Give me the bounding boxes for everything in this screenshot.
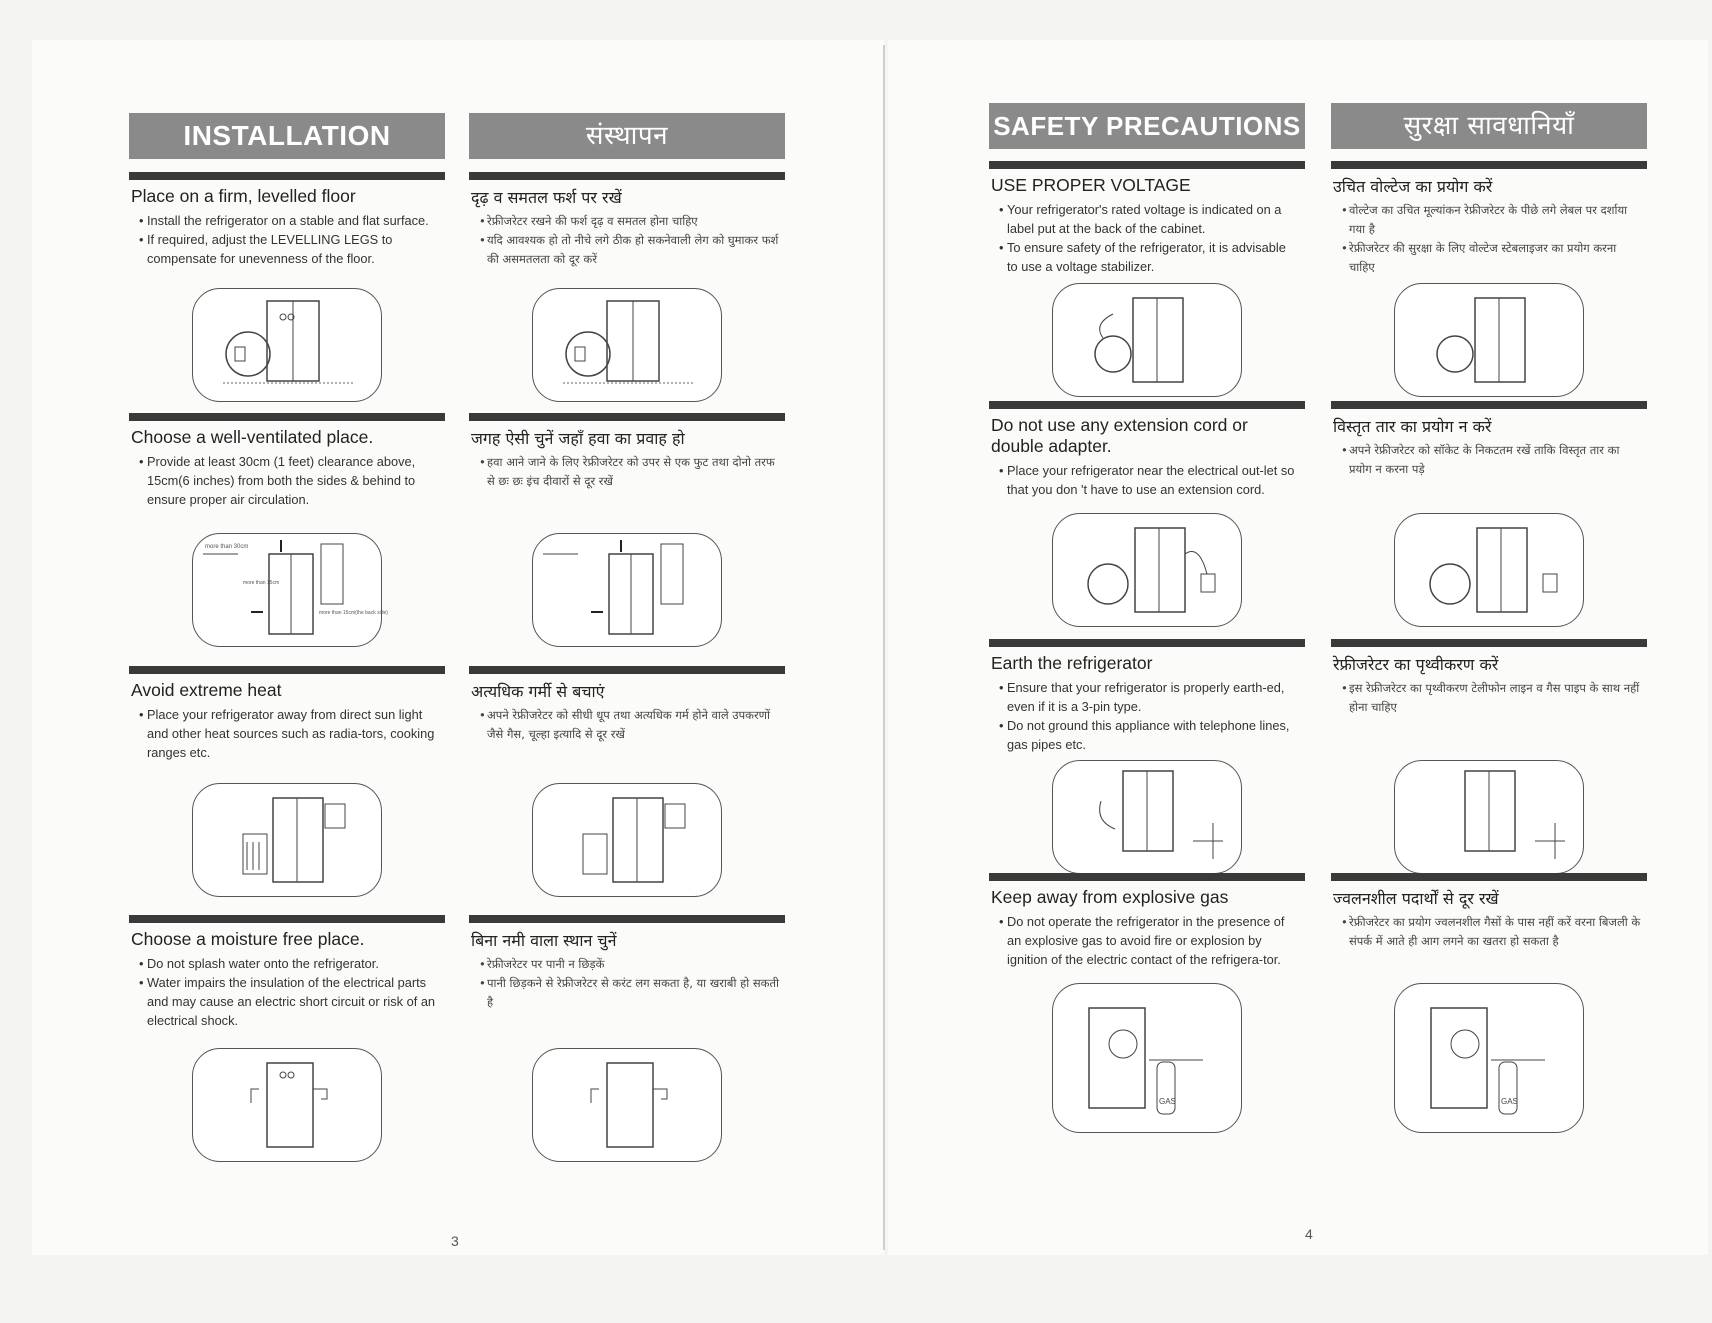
fridge-gas-icon: [1395, 984, 1583, 1132]
section-title: Avoid extreme heat: [131, 680, 282, 700]
installation-header-hindi: संस्थापन: [469, 113, 785, 159]
clearance-side-label: more than 15cm: [243, 580, 280, 586]
fridge-voltage-icon: [1053, 284, 1241, 396]
fridge-water-icon: [533, 1049, 721, 1161]
section-title: उचित वोल्टेज का प्रयोग करें: [1333, 177, 1493, 196]
section-title: अत्यधिक गर्मी से बचाएं: [471, 682, 605, 701]
fridge-outlet-icon: [1395, 514, 1583, 626]
section-title: Do not use any extension cord or double adapter.: [991, 415, 1248, 456]
heat-illustration: [192, 783, 382, 897]
section-moisture: [129, 915, 445, 1030]
earthing-illustration-hindi: [1394, 760, 1584, 874]
bullet-item: • Do not ground this appliance with telephone lines, gas pipes etc.: [999, 716, 1299, 754]
bullet-list: [989, 200, 1305, 276]
moisture-illustration-hindi: [532, 1048, 722, 1162]
fridge-clearance-icon: [533, 534, 721, 646]
bullet-item: • वोल्टेज का उचित मूल्यांकन रेफ्रीजरेटर के पीछे लगे लेबल पर दर्शाया गया है: [1341, 201, 1641, 239]
section-rule: [1331, 161, 1647, 169]
fridge-water-icon: [193, 1049, 381, 1161]
voltage-illustration: [1052, 283, 1242, 397]
section-title: Choose a moisture free place.: [131, 929, 365, 949]
bullet-list: [1331, 679, 1647, 717]
section-earthing: [989, 639, 1305, 754]
bullet-list: [1331, 441, 1647, 479]
bullet-list: [469, 212, 785, 269]
section-rule: [129, 666, 445, 674]
section-earthing-hindi: [1331, 639, 1647, 717]
bullet-item: • रेफ्रीजरेटर रखने की फर्श दृढ़ व समतल होना चाहिए: [479, 212, 779, 231]
page-number: 3: [451, 1233, 459, 1249]
bullet-item: • रेफ्रीजरेटर पर पानी न छिड़कें: [479, 955, 779, 974]
fridge-earth-icon: [1395, 761, 1583, 873]
fridge-levelling-icon: [533, 289, 721, 401]
bullet-item: • इस रेफ्रीजरेटर का पृथ्वीकरण टेलीफोन लाइन व गैस पाइप के साथ नहीं होना चाहिए: [1341, 679, 1641, 717]
bullet-list: [469, 706, 785, 744]
section-rule: [1331, 873, 1647, 881]
bullet-list: [129, 452, 445, 509]
clearance-top-label: more than 30cm: [205, 544, 249, 550]
section-ventilation-hindi: [469, 413, 785, 491]
section-title: Choose a well-ventilated place.: [131, 427, 374, 447]
section-extension-cord-hindi: [1331, 401, 1647, 479]
section-rule: [129, 172, 445, 180]
bullet-list: [989, 678, 1305, 754]
fridge-gas-icon: [1053, 984, 1241, 1132]
section-voltage: [989, 161, 1305, 276]
gas-label: GAS: [1501, 1097, 1518, 1106]
section-explosive-gas-hindi: [1331, 873, 1647, 951]
section-rule: [989, 639, 1305, 647]
bullet-item: • Your refrigerator's rated voltage is indicated on a label put at the back of the cabinet.: [999, 200, 1299, 238]
bullet-item: • Do not splash water onto the refrigerator.: [139, 954, 439, 973]
section-title: Earth the refrigerator: [991, 653, 1153, 673]
bullet-item: • अपने रेफ्रीजरेटर को सॉकेट के निकटतम रखें ताकि विस्तृत तार का प्रयोग न करना पड़े: [1341, 441, 1641, 479]
bullet-item: • If required, adjust the LEVELLING LEGS to compensate for unevenness of the floor.: [139, 230, 439, 268]
ventilation-illustration: [192, 533, 388, 647]
bullet-item: • To ensure safety of the refrigerator, it is advisable to use a voltage stabilizer.: [999, 238, 1299, 276]
floor-illustration: [192, 288, 382, 402]
section-rule: [989, 161, 1305, 169]
bullet-item: • Place your refrigerator away from direct sun light and other heat sources such as radia-tors, cooking ranges etc.: [139, 705, 439, 762]
section-rule: [129, 413, 445, 421]
page-gutter: [883, 45, 885, 1250]
heat-illustration-hindi: [532, 783, 722, 897]
section-title: Keep away from explosive gas: [991, 887, 1229, 907]
section-title: USE PROPER VOLTAGE: [991, 175, 1191, 195]
bullet-item: • Provide at least 30cm (1 feet) clearance above, 15cm(6 inches) from both the sides & behind to ensure proper air circulation.: [139, 452, 439, 509]
installation-column-english: [129, 113, 445, 1028]
bullet-item: • Do not operate the refrigerator in the presence of an explosive gas to avoid fire or explosion by ignition of the electric contact of the refrigera-tor.: [999, 912, 1299, 969]
safety-column-hindi: [1331, 103, 1647, 1106]
bullet-item: • Install the refrigerator on a stable and flat surface.: [139, 211, 439, 230]
section-title: विस्तृत तार का प्रयोग न करें: [1333, 417, 1492, 436]
voltage-illustration-hindi: [1394, 283, 1584, 397]
earthing-illustration: [1052, 760, 1242, 874]
page-number: 4: [1305, 1226, 1313, 1242]
installation-column-hindi: [469, 113, 785, 1009]
section-rule: [469, 915, 785, 923]
safety-column-english: [989, 103, 1305, 1106]
section-explosive-gas: [989, 873, 1305, 969]
moisture-illustration: [192, 1048, 382, 1162]
gas-label: GAS: [1159, 1097, 1176, 1106]
section-extreme-heat: [129, 666, 445, 762]
bullet-list: [469, 453, 785, 491]
bullet-item: • यदि आवश्यक हो तो नीचे लगे ठीक हो सकनेवाली लेग को घुमाकर फर्श की असमतलता को दूर करें: [479, 231, 779, 269]
section-firm-floor-hindi: [469, 172, 785, 269]
section-rule: [469, 172, 785, 180]
bullet-list: [989, 461, 1305, 499]
bullet-list: [1331, 201, 1647, 277]
section-extreme-heat-hindi: [469, 666, 785, 744]
bullet-item: • Place your refrigerator near the electrical out-let so that you don 't have to use an extension cord.: [999, 461, 1299, 499]
section-rule: [989, 401, 1305, 409]
explosive-gas-illustration: [1052, 983, 1242, 1133]
section-rule: [989, 873, 1305, 881]
bullet-item: • हवा आने जाने के लिए रेफ्रीजरेटर को उपर से एक फुट तथा दोनो तरफ से छः छः इंच दीवारों से दूर रखें: [479, 453, 779, 491]
section-title: बिना नमी वाला स्थान चुनें: [471, 931, 617, 950]
section-title: दृढ़ व समतल फर्श पर रखें: [471, 188, 622, 207]
section-rule: [469, 413, 785, 421]
section-rule: [469, 666, 785, 674]
floor-illustration-hindi: [532, 288, 722, 402]
fridge-levelling-icon: [193, 289, 381, 401]
ventilation-illustration-hindi: [532, 533, 722, 647]
bullet-item: • रेफ्रीजरेटर की सुरक्षा के लिए वोल्टेज स्टेबलाइजर का प्रयोग करना चाहिए: [1341, 239, 1641, 277]
section-extension-cord: [989, 401, 1305, 499]
safety-header-hindi: सुरक्षा सावधानियाँ: [1331, 103, 1647, 149]
section-rule: [1331, 639, 1647, 647]
section-moisture-hindi: [469, 915, 785, 1012]
section-firm-floor: [129, 172, 445, 268]
bullet-item: • रेफ्रीजरेटर का प्रयोग ज्वलनशील गैसों के पास नहीं करें वरना बिजली के संपर्क में आते ही आग लगने का खतरा हो सकता है: [1341, 913, 1641, 951]
bullet-item: • Water impairs the insulation of the electrical parts and may cause an electric short circuit or risk of an electrical shock.: [139, 973, 439, 1030]
fridge-heat-icon: [193, 784, 381, 896]
section-title: ज्वलनशील पदार्थों से दूर रखें: [1333, 889, 1499, 908]
fridge-outlet-icon: [1053, 514, 1241, 626]
fridge-clearance-icon: [193, 534, 388, 646]
safety-header: SAFETY PRECAUTIONS: [989, 103, 1305, 149]
bullet-item: • Ensure that your refrigerator is properly earth-ed, even if it is a 3-pin type.: [999, 678, 1299, 716]
bullet-list: [469, 955, 785, 1012]
section-rule: [1331, 401, 1647, 409]
bullet-list: [1331, 913, 1647, 951]
bullet-list: [129, 705, 445, 762]
bullet-list: [989, 912, 1305, 969]
fridge-earth-icon: [1053, 761, 1241, 873]
section-ventilation: [129, 413, 445, 509]
explosive-gas-illustration-hindi: [1394, 983, 1584, 1133]
clearance-back-label: more than 15cm(the back side): [319, 610, 388, 616]
fridge-heat-icon: [533, 784, 721, 896]
bullet-item: • पानी छिड़कने से रेफ्रीजरेटर से करंट लग सकता है, या खराबी हो सकती है: [479, 974, 779, 1012]
bullet-list: [129, 954, 445, 1030]
section-title: जगह ऐसी चुनें जहाँ हवा का प्रवाह हो: [471, 429, 685, 448]
extension-cord-illustration: [1052, 513, 1242, 627]
section-title: Place on a firm, levelled floor: [131, 186, 356, 206]
bullet-item: • अपने रेफ्रीजरेटर को सीधी धूप तथा अत्यधिक गर्म होने वाले उपकरणों जैसे गैस, चूल्हा इत्यादि से दूर रखें: [479, 706, 779, 744]
installation-header: INSTALLATION: [129, 113, 445, 159]
fridge-voltage-icon: [1395, 284, 1583, 396]
section-rule: [129, 915, 445, 923]
extension-cord-illustration-hindi: [1394, 513, 1584, 627]
section-title: रेफ्रीजरेटर का पृथ्वीकरण करें: [1333, 655, 1499, 674]
section-voltage-hindi: [1331, 161, 1647, 277]
bullet-list: [129, 211, 445, 268]
